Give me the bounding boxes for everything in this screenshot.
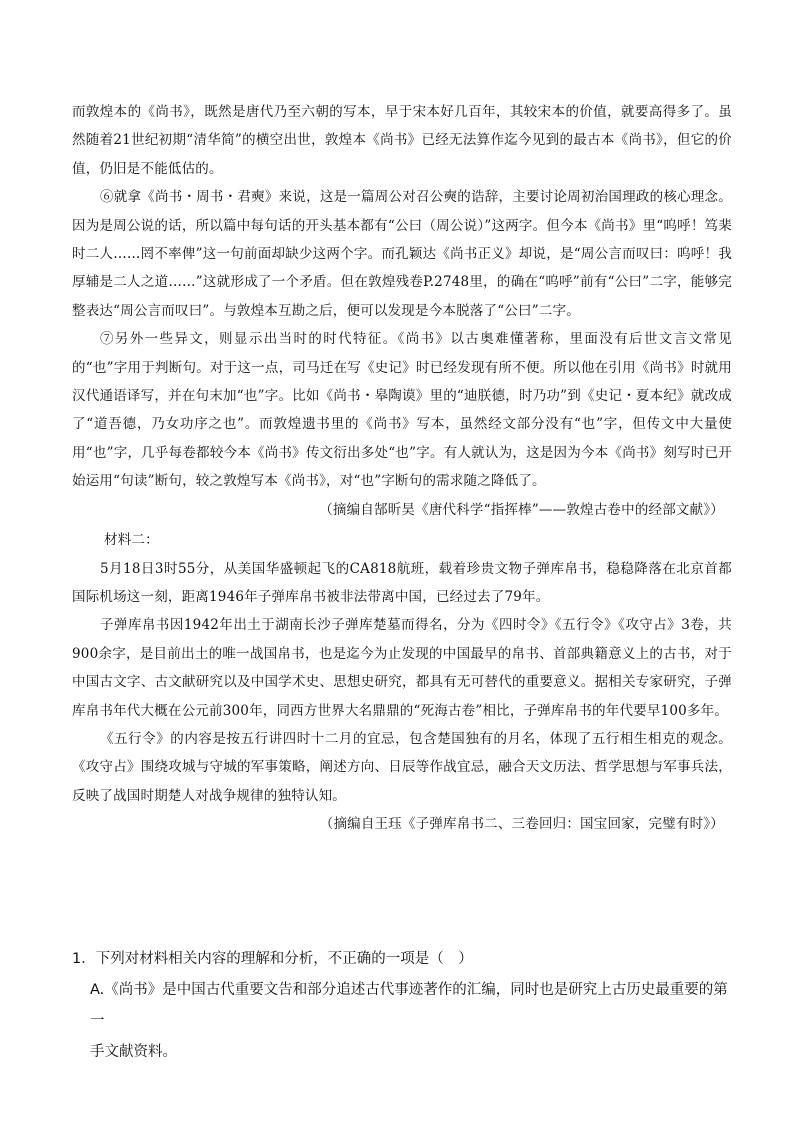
material-one-paragraph-5-continued: 而敦煌本的《尚书》，既然是唐代乃至六朝的写本，早于宋本好几百年，其较宋本的价值，就要高得多了。虽然随着21世纪初期“清华简”的横空出世，敦煌本《尚书》已经无法算作迄今见到的最古本《尚书》，但它的价值，仍旧是不能低估的。 <box>72 104 732 177</box>
option-a-continued: 手文献资料。 <box>90 1044 177 1060</box>
material-one-paragraph-7: ⑦另外一些异文，则显示出当时的时代特征。《尚书》以古奥难懂著称，里面没有后世文言文常见的“也”字用于判断句。对于这一点，司马迁在写《史记》时已经发现有所不便。所以他在引用《尚书》时就用汉代通语译写，并在句末加“也”字。比如《尚书・皋陶谟》里的“迪朕德，时乃功”到《史记・夏本纪》就改成了“道吾德，乃女功序之也”。而敦煌遗书里的《尚书》写本，虽然经文部分没有“也”字，但传文中大量使用“也”字，几乎每卷都较今本《尚书》传文衍出多处“也”字。有人就认为，这是因为今本《尚书》刻写时已开始运用“句读”断句，较之敦煌写本《尚书》，对“也”字断句的需求随之降低了。 <box>72 331 732 490</box>
option-a: A.《尚书》是中国古代重要文告和部分追述古代事迹著作的汇编，同时也是研究上古历史最重要的第一 <box>90 982 728 1029</box>
material-two-paragraph-3: 《五行令》的内容是按五行讲四时十二月的宜忌，包含楚国独有的月名，体现了五行相生相克的观念。《攻守占》围绕攻城与守城的军事策略，阐述方向、日辰等作战宜忌，融合天文历法、哲学思想与军事兵法，反映了战国时期楚人对战争规律的独特认知。 <box>72 730 732 804</box>
material-two-source: （摘编自王珏《子弹库帛书二、三卷回归：国宝回家，完璧有时》） <box>319 816 724 833</box>
material-one-source: （摘编自郜昕昊《唐代科学“指挥棒”——敦煌古卷中的经部文献》） <box>319 501 724 518</box>
material-one-paragraph-6: ⑥就拿《尚书・周书・君奭》来说，这是一篇周公对召公奭的诰辞，主要讨论周初治国理政的核心理念。因为是周公说的话，所以篇中每句话的开头基本都有“公曰（周公说）”这两字。但今本《尚书》里“呜呼！笃棐时二人……罔不率俾”这一句前面却缺少这两个字。而孔颖达《尚书正义》却说，是“周公言而叹曰：呜呼！我厚辅是二人之道……”这就形成了一个矛盾。但在敦煌残卷P.2748里，的确在“呜呼”前有“公曰”二字，能够完整表达“周公言而叹曰”。与敦煌本互勘之后，便可以发现是今本脱落了“公曰”二字。 <box>72 189 732 319</box>
reading-passage <box>72 98 732 839</box>
material-two-paragraph-1: 5月18日3时55分，从美国华盛顿起飞的CA818航班，载着珍贵文物子弹库帛书，稳稳降落在北京首都国际机场这一刻，距离1946年子弹库帛书被非法带离中国，已经过去了79年。 <box>72 560 732 605</box>
question-1 <box>72 944 737 1068</box>
material-two-label: 材料二： <box>104 532 159 549</box>
question-stem: 1．下列对材料相关内容的理解和分析，不正确的一项是（ ） <box>72 951 473 967</box>
material-two-paragraph-2: 子弹库帛书因1942年出土于湖南长沙子弹库楚墓而得名，分为《四时令》《五行令》《攻守占》3卷，共900余字，是目前出土的唯一战国帛书，也是迄今为止发现的中国最早的帛书、首部典籍意义上的古书，对于中国古文字、古文献研究以及中国学术史、思想史研究，都具有无可替代的重要意义。据相关专家研究，子弹库帛书年代大概在公元前300年，同西方世界大名鼎鼎的“死海古卷”相比，子弹库帛书的年代要早100多年。 <box>72 617 732 719</box>
